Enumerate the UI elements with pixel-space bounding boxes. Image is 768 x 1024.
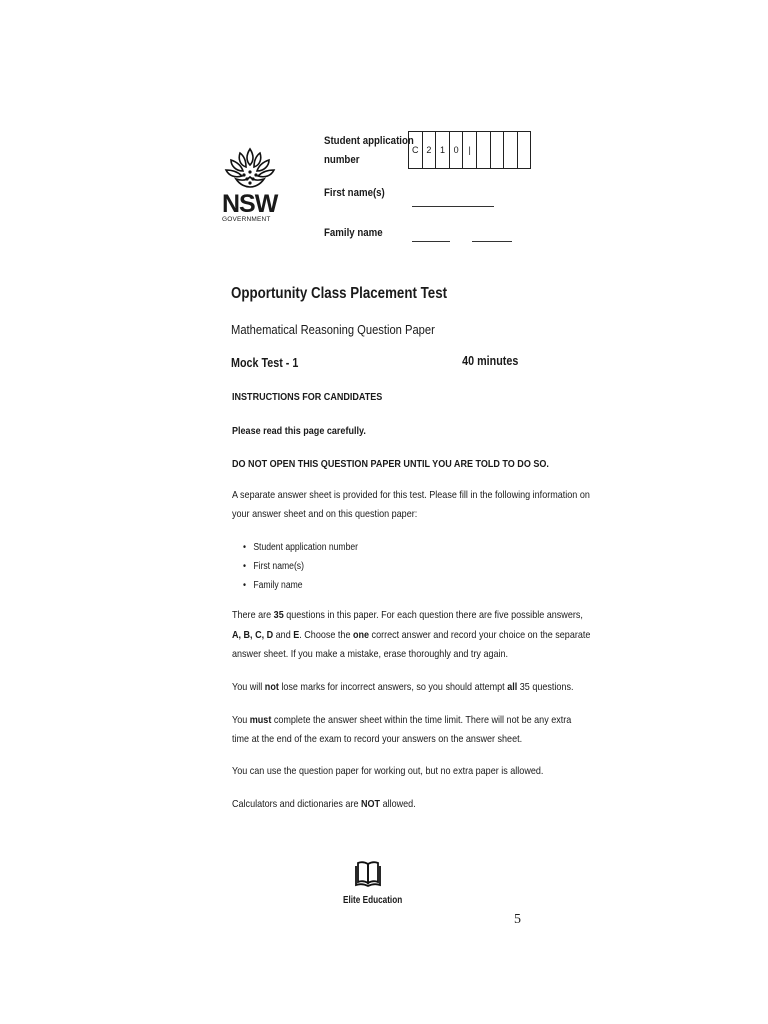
app-number-box[interactable]: |	[463, 132, 477, 168]
book-icon	[355, 858, 381, 893]
instructions-heading: INSTRUCTIONS FOR CANDIDATES	[232, 391, 383, 403]
waratah-flower-icon	[222, 145, 278, 191]
test-title: Opportunity Class Placement Test	[231, 285, 448, 302]
student-application-label: Student application number	[324, 135, 414, 166]
read-carefully-text: Please read this page carefully.	[232, 425, 366, 437]
working-paragraph: You can use the question paper for working out, but no extra paper is allowed.	[232, 765, 544, 777]
marks-paragraph: You will not lose marks for incorrect answers, so you should attempt all 35 questions.	[232, 681, 574, 693]
first-name-label: First name(s)	[324, 187, 385, 199]
separate-sheet-text: your answer sheet and on this question paper:	[232, 508, 418, 520]
family-name-field[interactable]	[472, 241, 512, 242]
list-item: • Family name	[243, 576, 358, 595]
duration-label: 40 minutes	[461, 354, 518, 368]
info-bullet-list	[243, 538, 377, 595]
calculators-paragraph: Calculators and dictionaries are NOT allowed.	[232, 798, 416, 810]
list-item: • First name(s)	[243, 557, 358, 576]
application-number-boxes[interactable]	[408, 131, 531, 169]
app-number-box[interactable]: 1	[436, 132, 450, 168]
footer-brand: Elite Education	[343, 895, 403, 906]
questions-paragraph-line: There are 35 questions in this paper. For each question there are five possible answers,	[232, 609, 583, 621]
family-name-field[interactable]	[412, 241, 450, 242]
time-paragraph-line: time at the end of the exam to record your answers on the answer sheet.	[232, 733, 523, 745]
app-number-box[interactable]: C	[409, 132, 423, 168]
logo-government-text: GOVERNMENT	[222, 216, 271, 223]
paper-subtitle: Mathematical Reasoning Question Paper	[231, 322, 435, 337]
family-name-label: Family name	[324, 227, 383, 239]
app-number-box[interactable]	[504, 132, 518, 168]
separate-sheet-text: A separate answer sheet is provided for this test. Please fill in the following information on	[232, 489, 590, 501]
logo-nsw-text: NSW	[222, 190, 278, 218]
app-number-box[interactable]	[491, 132, 505, 168]
app-number-box[interactable]: 2	[423, 132, 437, 168]
page-number: 5	[514, 912, 521, 927]
mock-test-label: Mock Test - 1	[231, 356, 299, 370]
questions-paragraph-line: A, B, C, D and E. Choose the one correct answer and record your choice on the separate	[232, 629, 591, 641]
nsw-logo	[222, 145, 282, 223]
first-name-field[interactable]	[412, 206, 494, 207]
list-item: • Student application number	[243, 538, 358, 557]
app-number-box[interactable]	[518, 132, 532, 168]
do-not-open-text: DO NOT OPEN THIS QUESTION PAPER UNTIL YOU ARE TOLD TO DO SO.	[232, 458, 549, 470]
time-paragraph-line: You must complete the answer sheet within the time limit. There will not be any extra	[232, 714, 572, 726]
questions-paragraph-line: answer sheet. If you make a mistake, erase thoroughly and try again.	[232, 648, 509, 660]
app-number-box[interactable]	[477, 132, 491, 168]
app-number-box[interactable]: 0	[450, 132, 464, 168]
